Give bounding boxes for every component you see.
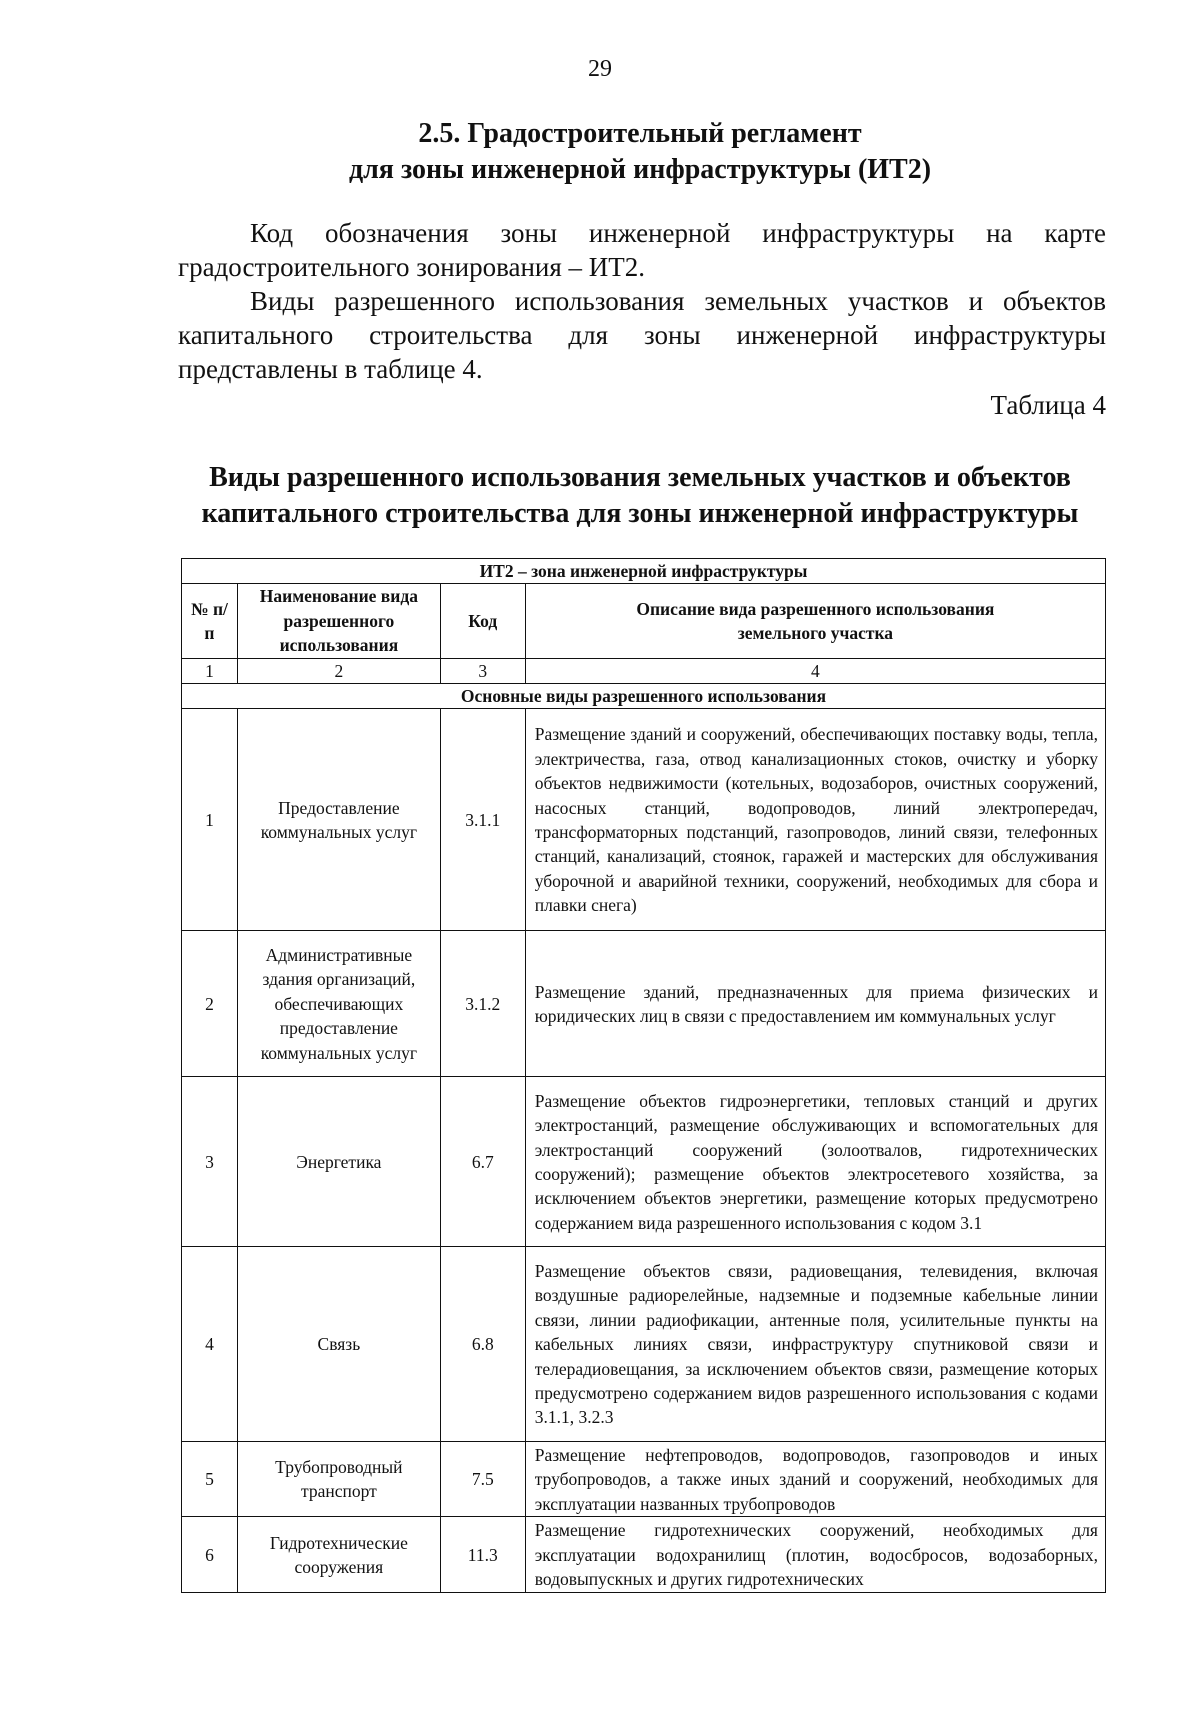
col-number: 3 (440, 658, 525, 683)
column-number-row (182, 658, 1106, 683)
section-heading-line-2: для зоны инженерной инфраструктуры (ИТ2) (348, 154, 932, 185)
row-name: Административные здания организаций, обеспечивающих предоставление коммунальных услуг (237, 931, 440, 1077)
table-row (182, 1247, 1106, 1442)
table-row (182, 931, 1106, 1077)
land-use-table (181, 558, 1106, 1593)
section-heading (0, 116, 1200, 188)
header-description: Описание вида разрешенного использования земельного участка (525, 584, 1105, 658)
section-heading-line-1: 2.5. Градостроительный регламент (418, 118, 862, 149)
row-num: 4 (182, 1247, 238, 1442)
row-name: Трубопроводный транспорт (237, 1442, 440, 1517)
table-row (182, 709, 1106, 931)
row-num: 3 (182, 1077, 238, 1247)
table-title (160, 460, 1120, 532)
page-number: 29 (588, 56, 612, 82)
row-code: 11.3 (440, 1517, 525, 1593)
row-num: 6 (182, 1517, 238, 1593)
row-description: Размещение объектов связи, радиовещания, телевидения, включая воздушные радиорелейные, надземные и подземные кабельные линии связи, линии радиофикации, антенные поля, усилительные пункты на кабельных линиях связи, инфраструктуру спутниковой связи и телерадиовещания, за исключением объектов связи, размещение которых предусмотрено содержанием видов разрешенного использования с кодами 3.1.1, 3.2.3 (525, 1247, 1105, 1442)
row-num: 2 (182, 931, 238, 1077)
row-num: 5 (182, 1442, 238, 1517)
section-row (182, 684, 1106, 709)
intro-paragraph-2: Виды разрешенного использования земельных участков и объектов капитального строительства для зоны инженерной инфраструктуры представлены в таблице 4. (178, 286, 1106, 384)
row-description: Размещение зданий и сооружений, обеспечивающих поставку воды, тепла, электричества, газа, отвод канализационных стоков, очистку и уборку объектов недвижимости (котельных, водозаборов, очистных сооружений, насосных станций, водопроводов, линий электропередач, трансформаторных подстанций, газопроводов, линий связи, телефонных станций, канализаций, стоянок, гаражей и мастерских для обслуживания уборочной и аварийной техники, сооружений, необходимых для сбора и плавки снега) (525, 709, 1105, 931)
row-code: 6.8 (440, 1247, 525, 1442)
header-name: Наименование вида разрешенного использования (237, 584, 440, 658)
row-name: Предоставление коммунальных услуг (237, 709, 440, 931)
header-code: Код (440, 584, 525, 658)
table-title-line-1: Виды разрешенного использования земельных участков и объектов (209, 462, 1071, 493)
table-label: Таблица 4 (990, 390, 1106, 420)
col-number: 1 (182, 658, 238, 683)
row-code: 3.1.2 (440, 931, 525, 1077)
zone-header-row (182, 559, 1106, 584)
table-title-line-2: капитального строительства для зоны инженерной инфраструктуры (201, 498, 1079, 529)
table-row (182, 1517, 1106, 1593)
intro-paragraph-1: Код обозначения зоны инженерной инфраструктуры на карте градостроительного зонирования – ИТ2. (178, 218, 1106, 282)
col-number: 4 (525, 658, 1105, 683)
table-row (182, 1077, 1106, 1247)
row-num: 1 (182, 709, 238, 931)
col-number: 2 (237, 658, 440, 683)
row-code: 7.5 (440, 1442, 525, 1517)
row-name: Энергетика (237, 1077, 440, 1247)
table-row (182, 1442, 1106, 1517)
row-name: Связь (237, 1247, 440, 1442)
row-description: Размещение нефтепроводов, водопроводов, газопроводов и иных трубопроводов, а также иных зданий и сооружений, необходимых для эксплуатации названных трубопроводов (525, 1442, 1105, 1517)
column-header-row (182, 584, 1106, 658)
row-name: Гидротехнические сооружения (237, 1517, 440, 1593)
header-num: № п/п (182, 584, 238, 658)
intro-text (178, 216, 1106, 386)
row-description: Размещение зданий, предназначенных для приема физических и юридических лиц в связи с предоставлением им коммунальных услуг (525, 931, 1105, 1077)
row-code: 3.1.1 (440, 709, 525, 931)
section-label: Основные виды разрешенного использования (182, 684, 1106, 709)
row-description: Размещение объектов гидроэнергетики, тепловых станций и других электростанций, размещение обслуживающих и вспомогательных для электростанций сооружений (золоотвалов, гидротехнических сооружений); размещение объектов электросетевого хозяйства, за исключением объектов энергетики, размещение которых предусмотрено содержанием вида разрешенного использования с кодом 3.1 (525, 1077, 1105, 1247)
row-code: 6.7 (440, 1077, 525, 1247)
row-description: Размещение гидротехнических сооружений, необходимых для эксплуатации водохранилищ (плотин, водосбросов, водозаборных, водовыпускных и других гидротехнических (525, 1517, 1105, 1593)
zone-header: ИТ2 – зона инженерной инфраструктуры (182, 559, 1106, 584)
